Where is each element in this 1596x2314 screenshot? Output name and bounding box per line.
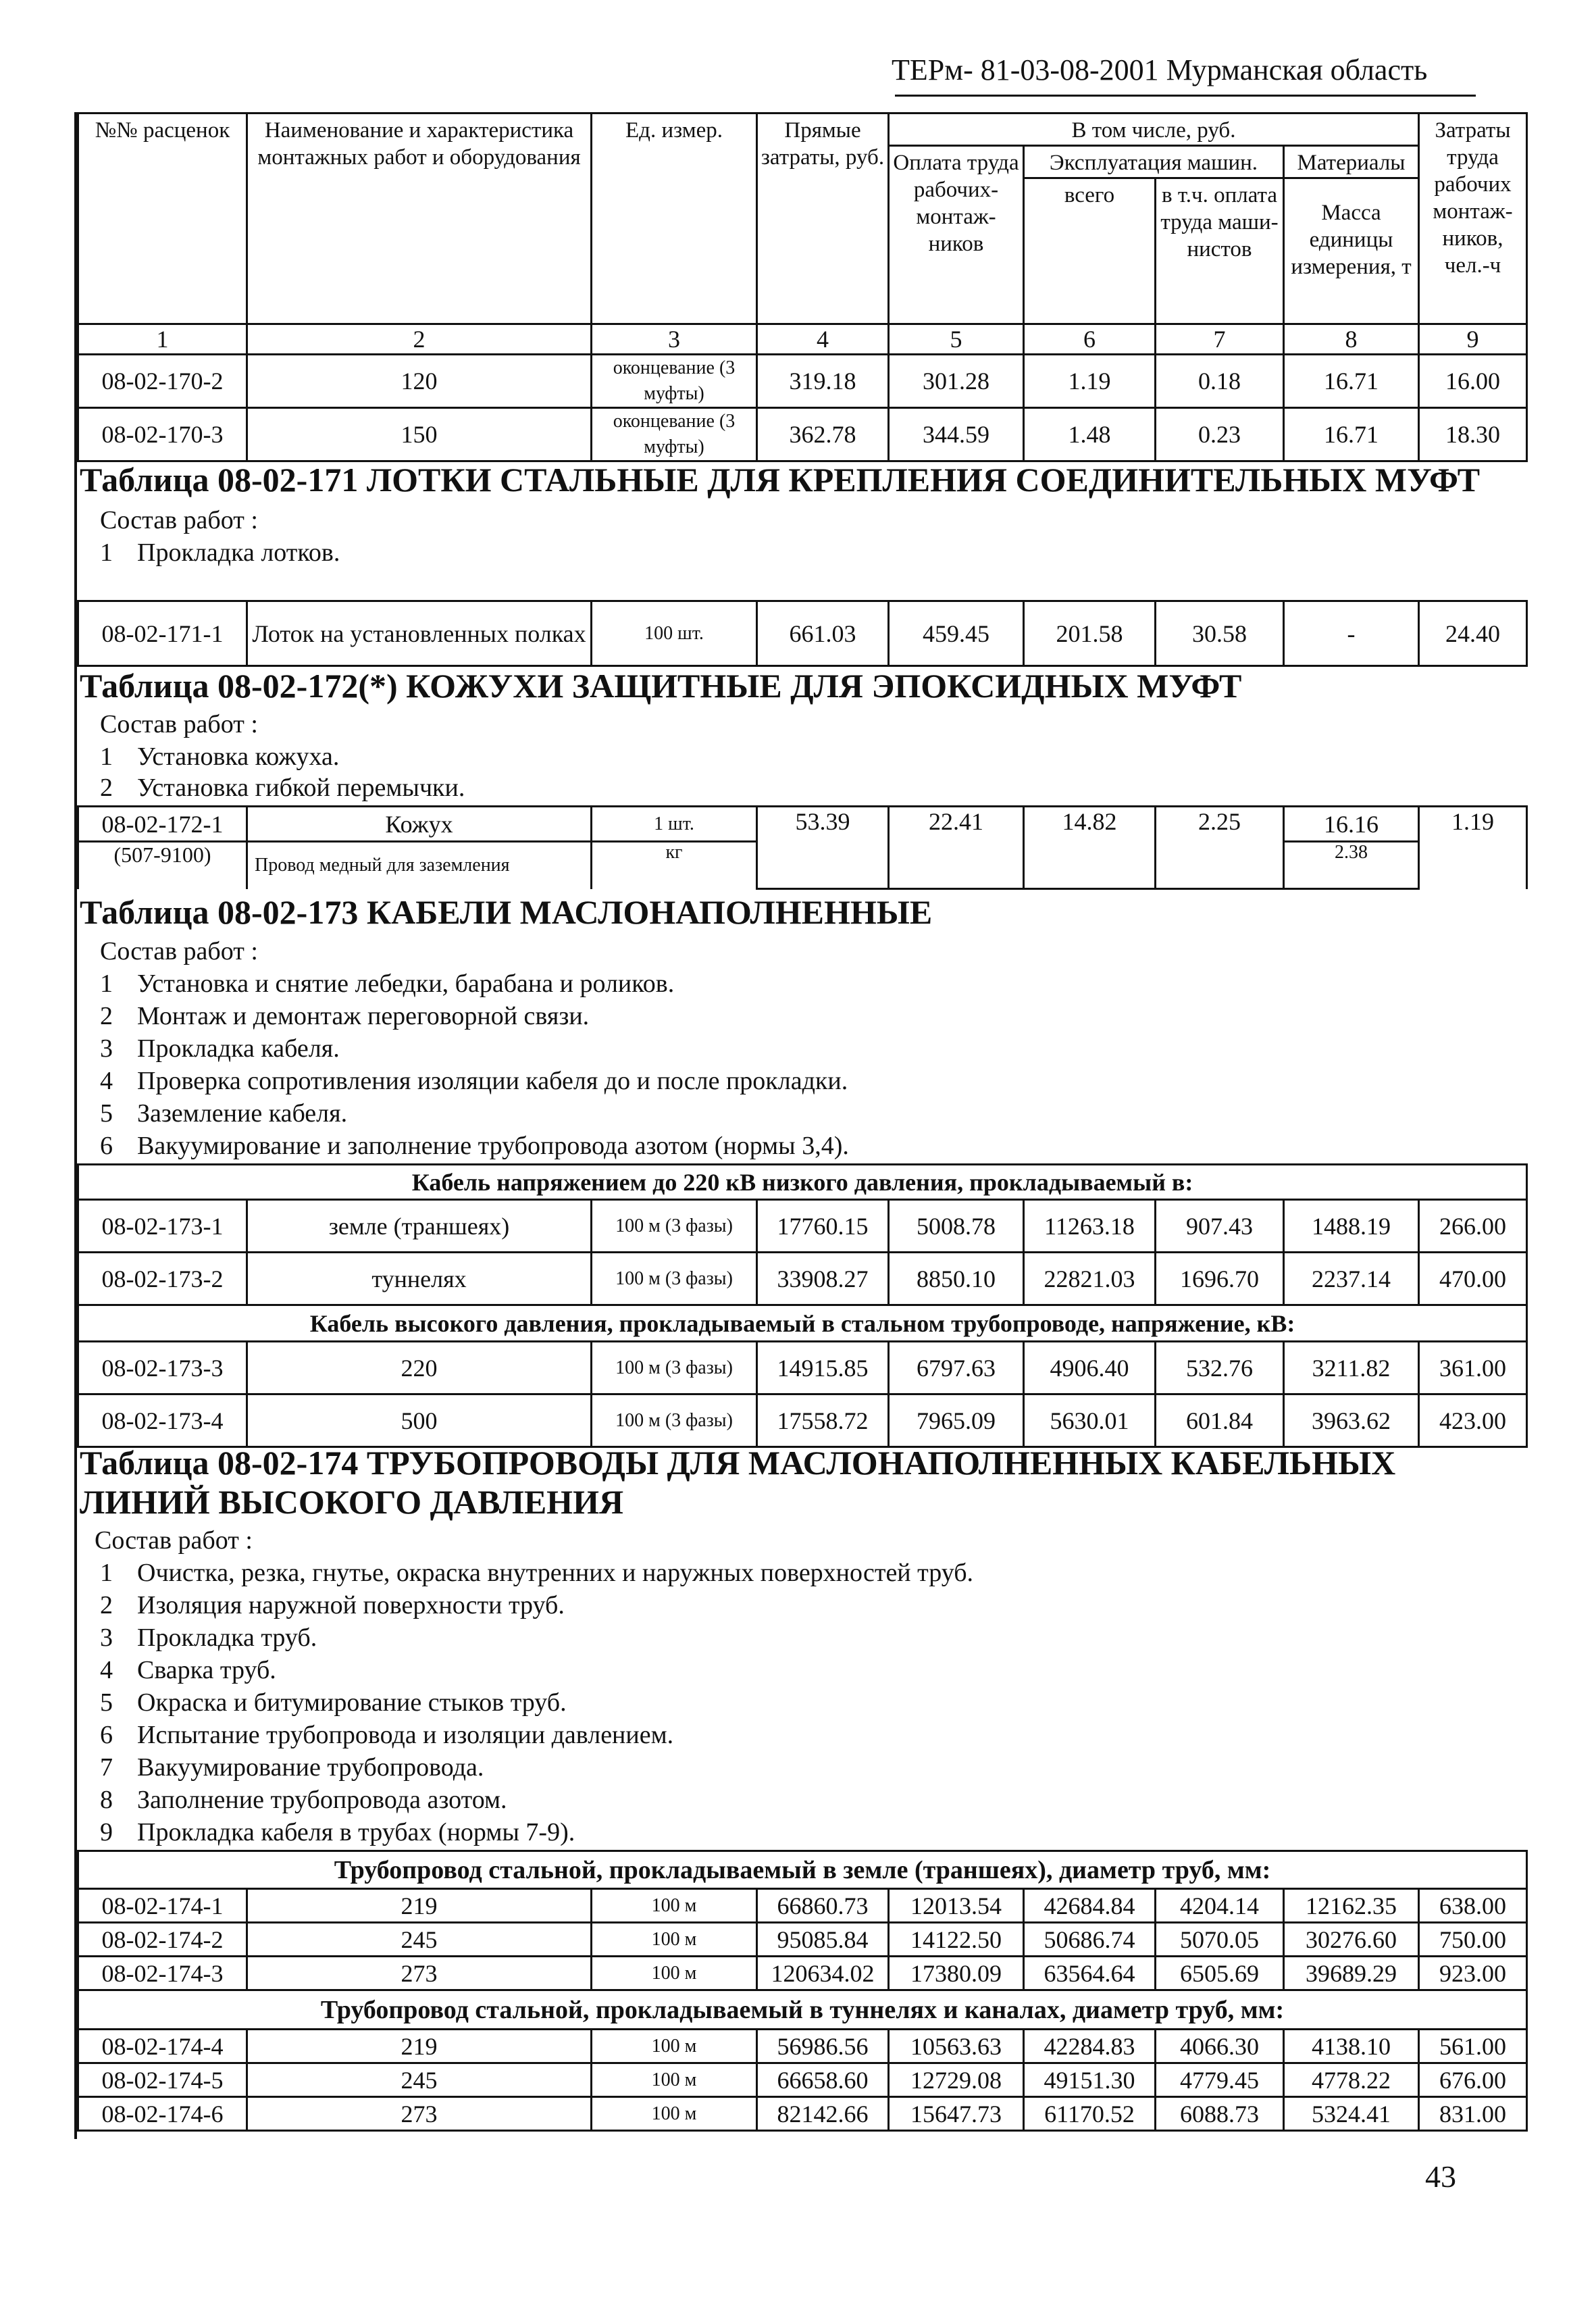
rate-direct: 17760.15 bbox=[757, 1200, 889, 1253]
work-item: 4 Проверка сопротивления изоляции кабеля до и после прокладки. bbox=[100, 1067, 848, 1095]
rate-name: 219 bbox=[247, 1889, 592, 1923]
rate-unit: 1 шт. bbox=[592, 807, 757, 842]
rate-machinists: 4066.30 bbox=[1156, 2030, 1284, 2063]
resource-quantity: 2.38 bbox=[1284, 842, 1419, 889]
rate-name: 245 bbox=[247, 2063, 592, 2097]
page-number: 43 bbox=[1425, 2159, 1456, 2194]
rate-labor: 638.00 bbox=[1419, 1889, 1527, 1923]
rate-materials: 16.16 bbox=[1284, 807, 1419, 842]
rate-machinists: 2.25 bbox=[1156, 807, 1284, 889]
rate-machines: 63564.64 bbox=[1024, 1957, 1156, 1990]
rate-code: 08-02-173-1 bbox=[78, 1200, 247, 1253]
rate-code: 08-02-174-5 bbox=[78, 2063, 247, 2097]
rate-wage: 459.45 bbox=[889, 601, 1024, 666]
col-num: 9 bbox=[1419, 324, 1527, 355]
rate-name: Кожух bbox=[247, 807, 592, 842]
rate-name: 273 bbox=[247, 2097, 592, 2131]
rate-unit: 100 м bbox=[592, 1889, 757, 1923]
rate-wage: 5008.78 bbox=[889, 1200, 1024, 1253]
rate-labor: 561.00 bbox=[1419, 2030, 1527, 2063]
rate-direct: 120634.02 bbox=[757, 1957, 889, 1990]
rate-machinists: 30.58 bbox=[1156, 601, 1284, 666]
rate-materials: 16.71 bbox=[1284, 408, 1419, 461]
subsection-title: Трубопровод стальной, прокладываемый в земле (траншеях), диаметр труб, мм: bbox=[78, 1851, 1527, 1889]
work-item: 1 Установка и снятие лебедки, барабана и роликов. bbox=[100, 970, 675, 998]
rate-code: 08-02-174-4 bbox=[78, 2030, 247, 2063]
rate-machines: 5630.01 bbox=[1024, 1394, 1156, 1447]
rate-machines: 11263.18 bbox=[1024, 1200, 1156, 1253]
section-title-171: Таблица 08-02-171 ЛОТКИ СТАЛЬНЫЕ ДЛЯ КРЕПЛЕНИЯ СОЕДИНИТЕЛЬНЫХ МУФТ bbox=[80, 461, 1481, 499]
section-title-174: Таблица 08-02-174 ТРУБОПРОВОДЫ ДЛЯ МАСЛОНАПОЛНЕННЫХ КАБЕЛЬНЫХ bbox=[80, 1444, 1396, 1482]
rate-name: 245 bbox=[247, 1923, 592, 1957]
rate-direct: 362.78 bbox=[757, 408, 889, 461]
works-label: Состав работ : bbox=[100, 937, 258, 965]
work-item: 2 Установка гибкой перемычки. bbox=[100, 774, 465, 802]
rate-machinists: 0.23 bbox=[1156, 408, 1284, 461]
page-header: ТЕРм- 81-03-08-2001 Мурманская область bbox=[892, 53, 1428, 86]
rate-direct: 82142.66 bbox=[757, 2097, 889, 2131]
col-num: 2 bbox=[247, 324, 592, 355]
rate-labor: 1.19 bbox=[1419, 807, 1527, 889]
table-row bbox=[78, 1253, 1527, 1305]
rate-materials: 2237.14 bbox=[1284, 1253, 1419, 1305]
document-body bbox=[74, 112, 1526, 2139]
rate-direct: 661.03 bbox=[757, 601, 889, 666]
work-item: 3 Прокладка кабеля. bbox=[100, 1034, 340, 1063]
work-item: 2 Монтаж и демонтаж переговорной связи. bbox=[100, 1002, 590, 1030]
rate-machinists: 6088.73 bbox=[1156, 2097, 1284, 2131]
table-row bbox=[78, 355, 1527, 408]
rate-name: 500 bbox=[247, 1394, 592, 1447]
rate-code: 08-02-170-2 bbox=[78, 355, 247, 408]
rates-table-header bbox=[77, 112, 1528, 462]
rate-code: 08-02-174-1 bbox=[78, 1889, 247, 1923]
rate-materials: 4778.22 bbox=[1284, 2063, 1419, 2097]
rate-direct: 17558.72 bbox=[757, 1394, 889, 1447]
work-item: 3 Прокладка труб. bbox=[100, 1624, 317, 1652]
rate-code: 08-02-174-2 bbox=[78, 1923, 247, 1957]
rate-name: 150 bbox=[247, 408, 592, 461]
rates-table-174 bbox=[77, 1850, 1528, 2132]
rate-code: 08-02-174-6 bbox=[78, 2097, 247, 2131]
subsection-row bbox=[78, 1851, 1527, 1889]
rate-name: 273 bbox=[247, 1957, 592, 1990]
rate-materials: 39689.29 bbox=[1284, 1957, 1419, 1990]
rate-labor: 24.40 bbox=[1419, 601, 1527, 666]
rate-code: 08-02-174-3 bbox=[78, 1957, 247, 1990]
rate-direct: 319.18 bbox=[757, 355, 889, 408]
rate-unit: 100 м bbox=[592, 1957, 757, 1990]
rate-wage: 344.59 bbox=[889, 408, 1024, 461]
col-num: 3 bbox=[592, 324, 757, 355]
subsection-row bbox=[78, 1305, 1527, 1342]
col-num: 4 bbox=[757, 324, 889, 355]
rate-machines: 22821.03 bbox=[1024, 1253, 1156, 1305]
section-title-172: Таблица 08-02-172(*) КОЖУХИ ЗАЩИТНЫЕ ДЛЯ ЭПОКСИДНЫХ МУФТ bbox=[80, 667, 1242, 705]
rate-materials: 16.71 bbox=[1284, 355, 1419, 408]
work-item: 4 Сварка труб. bbox=[100, 1656, 276, 1684]
col-num: 6 bbox=[1024, 324, 1156, 355]
table-row bbox=[78, 1394, 1527, 1447]
work-item: 1 Установка кожуха. bbox=[100, 743, 340, 771]
rate-direct: 33908.27 bbox=[757, 1253, 889, 1305]
rate-unit: 100 м (3 фазы) bbox=[592, 1342, 757, 1394]
rate-machinists: 532.76 bbox=[1156, 1342, 1284, 1394]
col-mass-header: Масса единицы измерения, т bbox=[1284, 178, 1419, 324]
rate-machines: 4906.40 bbox=[1024, 1342, 1156, 1394]
rate-machines: 201.58 bbox=[1024, 601, 1156, 666]
rate-machinists: 907.43 bbox=[1156, 1200, 1284, 1253]
work-item: 6 Испытание трубопровода и изоляции давлением. bbox=[100, 1721, 674, 1749]
rate-labor: 676.00 bbox=[1419, 2063, 1527, 2097]
subsection-title: Трубопровод стальной, прокладываемый в туннелях и каналах, диаметр труб, мм: bbox=[78, 1990, 1527, 2030]
resource-code: (507-9100) bbox=[78, 842, 247, 889]
works-label: Состав работ : bbox=[100, 506, 258, 534]
rate-unit: 100 м bbox=[592, 2063, 757, 2097]
rate-machines: 1.19 bbox=[1024, 355, 1156, 408]
rate-wage: 22.41 bbox=[889, 807, 1024, 889]
col-machines-header: Эксплуатация машин. bbox=[1024, 146, 1284, 178]
table-row bbox=[78, 807, 1527, 842]
rate-unit: 100 м bbox=[592, 2097, 757, 2131]
table-row bbox=[78, 1889, 1527, 1923]
rates-table-171 bbox=[77, 600, 1528, 667]
rate-machinists: 0.18 bbox=[1156, 355, 1284, 408]
work-item: 8 Заполнение трубопровода азотом. bbox=[100, 1786, 507, 1814]
rate-unit: 100 м (3 фазы) bbox=[592, 1253, 757, 1305]
rate-unit: 100 м (3 фазы) bbox=[592, 1200, 757, 1253]
rate-machines: 61170.52 bbox=[1024, 2097, 1156, 2131]
rate-materials: 12162.35 bbox=[1284, 1889, 1419, 1923]
col-name-header: Наименование и характеристика монтажных работ и оборудования bbox=[247, 114, 592, 324]
work-item: 1 Прокладка лотков. bbox=[100, 538, 340, 567]
rate-labor: 923.00 bbox=[1419, 1957, 1527, 1990]
rate-name: 219 bbox=[247, 2030, 592, 2063]
rate-labor: 831.00 bbox=[1419, 2097, 1527, 2131]
rate-unit: 100 м bbox=[592, 2030, 757, 2063]
rate-labor: 361.00 bbox=[1419, 1342, 1527, 1394]
rate-machinists: 4204.14 bbox=[1156, 1889, 1284, 1923]
col-num: 8 bbox=[1284, 324, 1419, 355]
work-item: 1 Очистка, резка, гнутье, окраска внутренних и наружных поверхностей труб. bbox=[100, 1559, 974, 1587]
rate-materials: 30276.60 bbox=[1284, 1923, 1419, 1957]
rate-unit: 100 м bbox=[592, 1923, 757, 1957]
rate-labor: 423.00 bbox=[1419, 1394, 1527, 1447]
rate-labor: 18.30 bbox=[1419, 408, 1527, 461]
subsection-title: Кабель напряжением до 220 кВ низкого давления, прокладываемый в: bbox=[78, 1165, 1527, 1200]
col-machinists-header: в т.ч. оплата труда маши-нистов bbox=[1156, 178, 1284, 324]
rate-labor: 470.00 bbox=[1419, 1253, 1527, 1305]
rate-machines: 42684.84 bbox=[1024, 1889, 1156, 1923]
header-rule bbox=[895, 95, 1476, 97]
subsection-row bbox=[78, 1165, 1527, 1200]
rate-wage: 14122.50 bbox=[889, 1923, 1024, 1957]
col-direct-header: Прямые затраты, руб. bbox=[757, 114, 889, 324]
rate-name: земле (траншеях) bbox=[247, 1200, 592, 1253]
rate-materials: - bbox=[1284, 601, 1419, 666]
works-label: Состав работ : bbox=[100, 710, 258, 738]
rate-code: 08-02-173-4 bbox=[78, 1394, 247, 1447]
rate-unit: оконцевание (3 муфты) bbox=[592, 408, 757, 461]
rate-direct: 95085.84 bbox=[757, 1923, 889, 1957]
table-row bbox=[78, 2030, 1527, 2063]
work-item: 6 Вакуумирование и заполнение трубопровода азотом (нормы 3,4). bbox=[100, 1132, 849, 1160]
rate-unit: 100 м (3 фазы) bbox=[592, 1394, 757, 1447]
section-title-173: Таблица 08-02-173 КАБЕЛИ МАСЛОНАПОЛНЕННЫЕ bbox=[80, 893, 933, 931]
rate-machines: 49151.30 bbox=[1024, 2063, 1156, 2097]
rate-machinists: 6505.69 bbox=[1156, 1957, 1284, 1990]
rate-direct: 14915.85 bbox=[757, 1342, 889, 1394]
rate-code: 08-02-173-3 bbox=[78, 1342, 247, 1394]
rate-wage: 6797.63 bbox=[889, 1342, 1024, 1394]
col-number-row bbox=[78, 324, 1527, 355]
rate-wage: 301.28 bbox=[889, 355, 1024, 408]
col-incl-header: В том числе, руб. bbox=[889, 114, 1419, 146]
rate-materials: 5324.41 bbox=[1284, 2097, 1419, 2131]
rate-labor: 266.00 bbox=[1419, 1200, 1527, 1253]
resource-name: Провод медный для заземления bbox=[247, 842, 592, 889]
rate-materials: 4138.10 bbox=[1284, 2030, 1419, 2063]
col-unit-header: Ед. измер. bbox=[592, 114, 757, 324]
col-num: 5 bbox=[889, 324, 1024, 355]
section-title-174-cont: ЛИНИЙ ВЫСОКОГО ДАВЛЕНИЯ bbox=[80, 1483, 624, 1521]
rate-machinists: 1696.70 bbox=[1156, 1253, 1284, 1305]
table-row bbox=[78, 408, 1527, 461]
rate-labor: 16.00 bbox=[1419, 355, 1527, 408]
rate-direct: 66860.73 bbox=[757, 1889, 889, 1923]
rate-labor: 750.00 bbox=[1419, 1923, 1527, 1957]
rate-name: туннелях bbox=[247, 1253, 592, 1305]
rate-materials: 3211.82 bbox=[1284, 1342, 1419, 1394]
rate-machinists: 601.84 bbox=[1156, 1394, 1284, 1447]
rate-direct: 56986.56 bbox=[757, 2030, 889, 2063]
work-item: 9 Прокладка кабеля в трубах (нормы 7-9). bbox=[100, 1818, 575, 1846]
works-label: Состав работ : bbox=[95, 1526, 253, 1555]
rate-machines: 14.82 bbox=[1024, 807, 1156, 889]
rate-name: 220 bbox=[247, 1342, 592, 1394]
rate-code: 08-02-172-1 bbox=[78, 807, 247, 842]
rate-code: 08-02-171-1 bbox=[78, 601, 247, 666]
rate-materials: 1488.19 bbox=[1284, 1200, 1419, 1253]
table-row bbox=[78, 1200, 1527, 1253]
subsection-title: Кабель высокого давления, прокладываемый в стальном трубопроводе, напряжение, кВ: bbox=[78, 1305, 1527, 1342]
table-row bbox=[78, 601, 1527, 666]
rate-direct: 53.39 bbox=[757, 807, 889, 889]
rate-machines: 50686.74 bbox=[1024, 1923, 1156, 1957]
rate-wage: 8850.10 bbox=[889, 1253, 1024, 1305]
work-item: 2 Изоляция наружной поверхности труб. bbox=[100, 1591, 565, 1619]
rates-table-173 bbox=[77, 1163, 1528, 1448]
table-row bbox=[78, 2063, 1527, 2097]
rate-unit: 100 шт. bbox=[592, 601, 757, 666]
rate-wage: 12013.54 bbox=[889, 1889, 1024, 1923]
table-row bbox=[78, 1923, 1527, 1957]
rate-unit: оконцевание (3 муфты) bbox=[592, 355, 757, 408]
rate-materials: 3963.62 bbox=[1284, 1394, 1419, 1447]
rate-wage: 17380.09 bbox=[889, 1957, 1024, 1990]
rate-machines: 42284.83 bbox=[1024, 2030, 1156, 2063]
subsection-row bbox=[78, 1990, 1527, 2030]
rate-name: 120 bbox=[247, 355, 592, 408]
table-row bbox=[78, 2097, 1527, 2131]
rate-code: 08-02-170-3 bbox=[78, 408, 247, 461]
rate-wage: 15647.73 bbox=[889, 2097, 1024, 2131]
col-wage-header: Оплата труда рабочих-монтаж-ников bbox=[889, 146, 1024, 324]
rate-wage: 10563.63 bbox=[889, 2030, 1024, 2063]
col-machines-total-header: всего bbox=[1024, 178, 1156, 324]
resource-unit: кг bbox=[592, 842, 757, 889]
rate-code: 08-02-173-2 bbox=[78, 1253, 247, 1305]
rate-wage: 12729.08 bbox=[889, 2063, 1024, 2097]
col-num: 7 bbox=[1156, 324, 1284, 355]
rates-table-172 bbox=[77, 805, 1528, 890]
col-materials-header: Материалы bbox=[1284, 146, 1419, 178]
rate-machinists: 4779.45 bbox=[1156, 2063, 1284, 2097]
rate-name: Лоток на установленных полках bbox=[247, 601, 592, 666]
col-num: 1 bbox=[78, 324, 247, 355]
table-row bbox=[78, 1957, 1527, 1990]
col-code-header: №№ расценок bbox=[78, 114, 247, 324]
table-row bbox=[78, 1342, 1527, 1394]
rate-machinists: 5070.05 bbox=[1156, 1923, 1284, 1957]
work-item: 5 Окраска и битумирование стыков труб. bbox=[100, 1688, 567, 1717]
rate-direct: 66658.60 bbox=[757, 2063, 889, 2097]
col-labor-header: Затраты труда рабочих монтаж-ников, чел.-ч bbox=[1419, 114, 1527, 324]
rate-wage: 7965.09 bbox=[889, 1394, 1024, 1447]
work-item: 5 Заземление кабеля. bbox=[100, 1099, 348, 1128]
work-item: 7 Вакуумирование трубопровода. bbox=[100, 1753, 484, 1782]
rate-machines: 1.48 bbox=[1024, 408, 1156, 461]
